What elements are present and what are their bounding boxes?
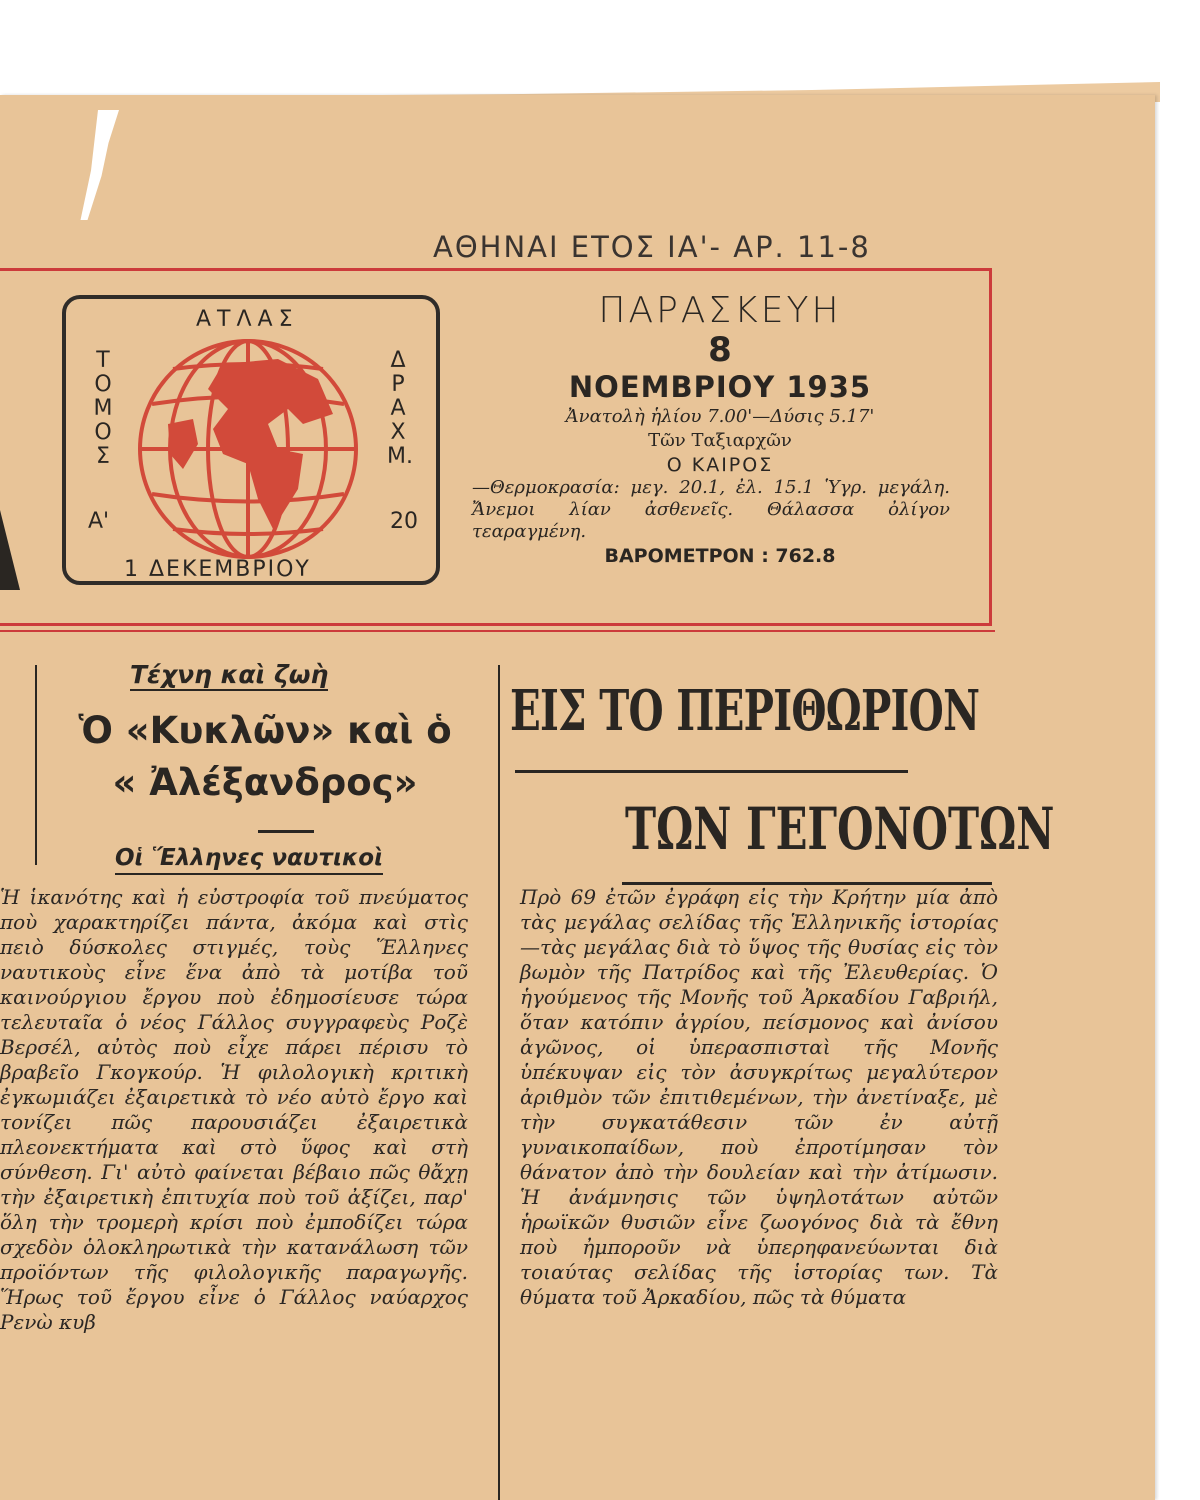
atlas-date: 1 ΔΕΚΕΜΒΡΙΟΥ: [124, 557, 311, 582]
left-headline-line2: « Ἀλέξανδρος»: [112, 761, 418, 804]
headline-divider: [258, 830, 314, 833]
sun-times: Ἀνατολὴ ἡλίου 7.00'—Δύσις 5.17': [565, 406, 875, 427]
atlas-left-text: ΤΟΜΟΣ: [93, 348, 113, 469]
globe-icon: [128, 329, 368, 569]
weather-title: Ο ΚΑΙΡΟΣ: [666, 454, 774, 476]
left-headline: [30, 705, 500, 809]
right-headline-line2: ΤΩΝ ΓΕΓΟΝΟΤΩΝ: [625, 795, 1055, 863]
atlas-volume-vertical: [88, 349, 118, 469]
weekday: ΠΑΡΑΣΚΕΥΗ: [598, 290, 842, 331]
left-article-paragraph: Ἡ ἱκανότης καὶ ἡ εὐστροφία τοῦ πνεύματος ποὺ χαρακτηρίζει πάντα, ἀκόμα καὶ στὶς πειὸ δύσκολες στιγμές, τοὺς Ἕλληνες ναυτικοὺς εἶνε ἕνα ἀπὸ τὰ μοτίβα τοῦ καινούργιου ἔργου ποὺ ἐδημοσίευσε τώρα τελευταῖα ὁ νέος Γάλλος συγγραφεὺς Ροζὲ Βερσέλ, αὐτὸς ποὺ εἶχε πάρει πέρισυ τὸ βραβεῖο Γκογκούρ. Ἡ φιλολογικὴ κριτικὴ ἐγκωμιάζει ἐξαιρετικὰ τὸ νέο αὐτὸ ἔργο καὶ τονίζει πῶς παρουσιάζει ἐξαιρετικὰ πλεονεκτήματα καὶ στὸ ὕφος καὶ στὴ σύνθεση. Γι' αὐτὸ φαίνεται βέβαιο πῶς θἄχῃ τὴν ἐξαιρετικὴ ἐπιτυχία ποὺ τοῦ ἀξίζει, παρ' ὅλη τὴν τρομερὴ κρίσι ποὺ ἐμποδίζει τώρα σχεδὸν ὁλοκληρωτικὰ τὴν κατανάλωση τῶν προϊόντων τῆς φιλολογικῆς παραγωγῆς. Ἥρως τοῦ ἔργου εἶνε ὁ Γάλλος ναύαρχος Ρενὼ κυβ: [0, 885, 468, 1334]
left-headline-line1: Ὁ «Κυκλῶν» καὶ ὁ: [78, 709, 452, 752]
right-article-paragraph: Πρὸ 69 ἐτῶν ἐγράφη εἰς τὴν Κρήτην μία ἀπὸ τὰς μεγάλας σελίδας τῆς Ἑλληνικῆς ἱστορίας—τὰς μεγάλας διὰ τὸ ὕψος τῆς θυσίας εἰς τὸν βωμὸν τῆς Πατρίδος καὶ τῆς Ἐλευθερίας. Ὁ ἡγούμενος τῆς Μονῆς τοῦ Ἀρκαδίου Γαβριήλ, ὅταν κατόπιν ἀγρίου, πείσμονος καὶ ἀνίσου ἀγῶνος, οἱ ὑπερασπισταὶ τῆς Μονῆς ὑπέκυψαν εἰς τὸν ἀσυγκρίτως μεγαλύτερον ἀριθμὸν τῶν ἐπιτιθεμένων, τὴν ἀνετίναξε, μὲ τὴν συγκατάθεσιν τῶν ἐν αὐτῇ γυναικοπαίδων, ποὺ ἐπροτίμησαν τὸν θάνατον ἀπὸ τὴν δουλείαν καὶ τὴν ἀτίμωσιν. Ἡ ἀνάμνησις τῶν ὑψηλοτάτων αὐτῶν ἡρωϊκῶν θυσιῶν εἶνε ζωογόνος διὰ τὰ ἔθνη ποὺ ἠμποροῦν νὰ ὑπερηφανεύωνται διὰ τοιαύτας σελίδας τῆς ἱστορίας των. Τὰ θύματα τοῦ Ἀρκαδίου, πῶς τὰ θύματα: [520, 885, 998, 1309]
feast-day: Τῶν Ταξιαρχῶν: [648, 430, 792, 451]
left-subheadline: Οἱ Ἕλληνες ναυτικοὶ: [115, 845, 383, 875]
atlas-price-vertical: [378, 349, 418, 469]
left-article-body: [0, 885, 468, 1335]
issue-line: ΑΘΗΝΑΙ ΕΤΟΣ ΙΑ'- ΑΡ. 11-8: [433, 230, 871, 264]
atlas-right-text: ΔΡΑΧΜ.: [387, 348, 413, 469]
right-article-body: [520, 885, 998, 1310]
barometer-reading: ΒΑΡΟΜΕΤΡΟΝ : 762.8: [604, 545, 836, 567]
weather-report: —Θερμοκρασία: μεγ. 20.1, ἐλ. 15.1 Ὑγρ. μεγάλη. Ἄνεμοι λίαν ἀσθενεῖς. Θάλασσα ὀλίγον τεαραγμένη.: [472, 477, 950, 542]
section-title: Τέχνη καὶ ζωὴ: [130, 660, 329, 689]
month-year: ΝΟΕΜΒΡΙΟΥ 1935: [568, 370, 872, 404]
date-block: [460, 290, 980, 569]
right-headline-rule1: [515, 770, 908, 773]
atlas-volume: Α': [88, 509, 110, 534]
atlas-price: 20: [390, 509, 418, 534]
atlas-advertisement: [62, 295, 440, 585]
atlas-title: ΑΤΛΑΣ: [196, 307, 299, 332]
right-headline-line1: ΕΙΣ ΤΟ ΠΕΡΙΘΩΡΙΟΝ: [510, 678, 980, 744]
day-number: 8: [708, 330, 732, 370]
masthead-rule: [0, 630, 995, 632]
